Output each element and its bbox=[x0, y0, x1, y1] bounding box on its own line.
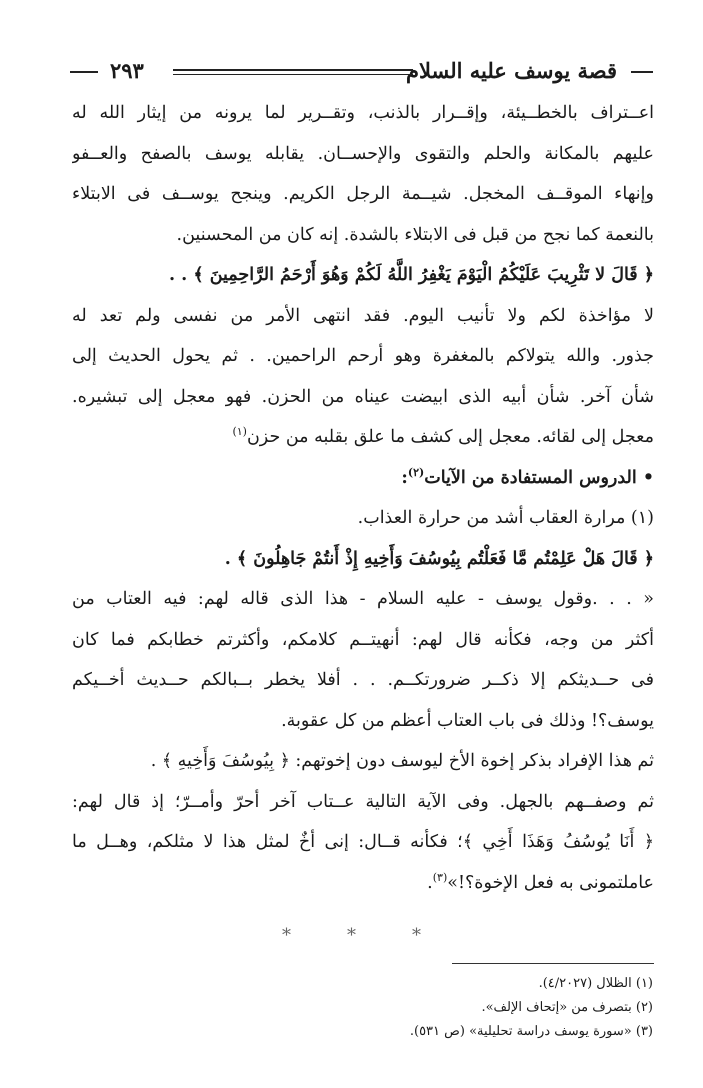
line-text: وإنهاء الموقــف المخجل. شيــمة الرجل الكريم. وينجح يوســف فى الابتلاء bbox=[72, 184, 654, 204]
line-text: ثم هذا الإفراد بذكر إخوة الأخ ليوسف دون إخوتهم: ﴿ بِيُوسُفَ وَأَخِيهِ ﴾ . bbox=[150, 751, 654, 771]
line-text: ثم وصفــهم بالجهل. وفى الآية التالية عــتاب آخر أحرّ وأمــرّ؛ إذ قال لهم: bbox=[72, 791, 654, 812]
line-text: « . . .وقول يوسف - عليه السلام - هذا الذى قاله لهم: فيه العتاب من bbox=[72, 589, 654, 609]
header-rule-right bbox=[631, 71, 653, 73]
text-line bbox=[72, 215, 654, 256]
text-line bbox=[72, 782, 654, 823]
line-text: يوسف؟! وذلك فى باب العتاب أعظم من كل عقوبة. bbox=[281, 710, 654, 731]
line-text: لا مؤاخذة لكم ولا تأنيب اليوم. فقد انتهى الأمر من نفسى ولم تعد له bbox=[72, 305, 654, 326]
text-line bbox=[72, 377, 654, 418]
footnote-marker: (٣) bbox=[432, 870, 448, 884]
footnote-marker: (٢) bbox=[407, 465, 425, 479]
line-text: (١) مرارة العقاب أشد من حرارة العذاب. bbox=[357, 508, 654, 528]
page-number: ٢٩٣ bbox=[110, 58, 144, 83]
line-text: • الدروس المستفادة من الآيات bbox=[424, 467, 654, 488]
separator-star: * bbox=[412, 925, 421, 946]
line-text: شأن آخر. شأن أبيه الذى ابيضت عيناه من الحزن. فهو معجل إلى تبشيره. bbox=[72, 386, 654, 407]
footnote: (١) الظلال (٤/٢٠٢٧). bbox=[538, 976, 653, 991]
header-rule-middle-bottom bbox=[173, 74, 413, 75]
text-line bbox=[72, 296, 654, 337]
line-text: عاملتمونى به فعل الإخوة؟!» bbox=[447, 872, 654, 893]
footnote: (٣) «سورة يوسف دراسة تحليلية» (ص ٥٣١). bbox=[409, 1024, 653, 1039]
text-line bbox=[72, 579, 654, 620]
line-tail: : bbox=[401, 467, 408, 488]
footnotes bbox=[53, 972, 653, 1044]
text-line bbox=[72, 863, 654, 904]
body-text bbox=[72, 93, 654, 903]
text-line bbox=[72, 741, 654, 782]
line-text: عليهم بالمكانة والحلم والتقوى والإحســان. يقابله يوسف بالصفح والعــفو bbox=[72, 143, 654, 164]
line-text: بالنعمة كما نجح من قبل فى الابتلاء بالشدة. إنه كان من المحسنين. bbox=[176, 224, 654, 245]
text-line bbox=[72, 498, 654, 539]
quran-verse-line bbox=[72, 539, 654, 580]
separator-star: * bbox=[347, 925, 356, 946]
quran-verse-line bbox=[72, 255, 654, 296]
header-rule-left bbox=[70, 71, 98, 73]
text-line bbox=[72, 336, 654, 377]
line-text: ﴿ قَالَ لا تَثْرِيبَ عَلَيْكُمُ الْيَوْمَ يَغْفِرُ اللَّهُ لَكُمْ وَهُوَ أَرْحَمُ الرَّاحِمِينَ ﴾ . . bbox=[168, 265, 654, 285]
text-line bbox=[72, 174, 654, 215]
line-text: جذور. والله يتولاكم بالمغفرة وهو أرحم الراحمين. . ثم يحول الحديث إلى bbox=[72, 346, 654, 366]
running-header bbox=[70, 58, 653, 92]
footnote: (٢) بتصرف من «إتحاف الإلف». bbox=[481, 1000, 653, 1015]
text-line bbox=[72, 701, 654, 742]
line-text: اعــتراف بالخطــيئة، وإقــرار بالذنب، وتقــرير لما يرونه من إيثار الله له bbox=[72, 103, 654, 123]
text-line bbox=[72, 93, 654, 134]
footnote-rule bbox=[452, 963, 654, 964]
line-text: فى حــديثكم إلا ذكــر ضرورتكــم. . . أفلا يخطر بــبالكم حــديث أخــيكم bbox=[72, 670, 654, 690]
text-line bbox=[72, 417, 654, 458]
header-title: قصة يوسف عليه السلام bbox=[405, 58, 617, 83]
section-separator bbox=[0, 925, 703, 946]
line-text: أكثر من وجه، فكأنه قال لهم: أنهيتــم كلامكم، وأكثرتم خطابكم فما كان bbox=[72, 629, 654, 650]
text-line bbox=[72, 660, 654, 701]
section-heading bbox=[72, 458, 654, 499]
footnote-marker: (١) bbox=[232, 425, 247, 439]
text-line bbox=[72, 134, 654, 175]
line-text: ﴿ أَنَا يُوسُفُ وَهَذَا أَخِي ﴾؛ فكأنه قــال: إنى أخٌ لمثل هذا لا مثلكم، وهــل ما bbox=[72, 832, 654, 852]
line-text: ﴿ قَالَ هَلْ عَلِمْتُم مَّا فَعَلْتُم بِيُوسُفَ وَأَخِيهِ إِذْ أَنتُمْ جَاهِلُونَ ﴾ . bbox=[224, 548, 654, 569]
line-text: معجل إلى لقائه. معجل إلى كشف ما علق بقلبه من حزن bbox=[246, 427, 654, 447]
separator-star: * bbox=[282, 925, 291, 946]
text-line bbox=[72, 822, 654, 863]
header-rule-middle-top bbox=[173, 69, 413, 71]
line-tail: . bbox=[427, 872, 433, 893]
text-line bbox=[72, 620, 654, 661]
